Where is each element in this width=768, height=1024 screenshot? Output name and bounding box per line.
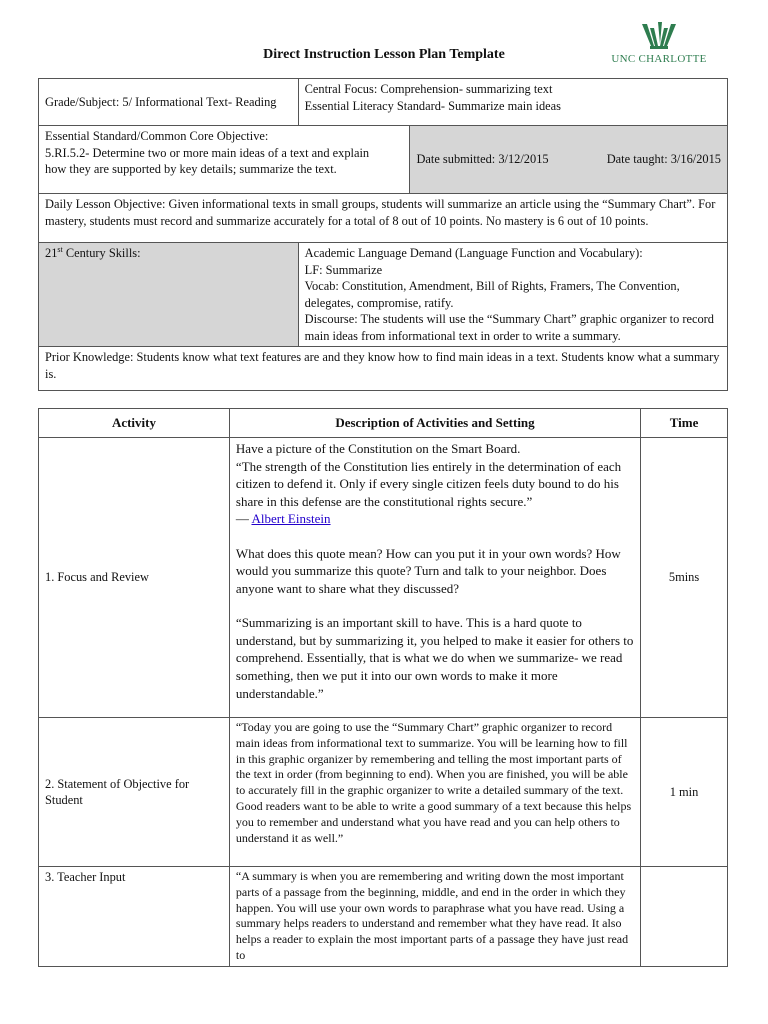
daily-objective-cell: Daily Lesson Objective: Given informational texts in small groups, students will summarize an article using the “Summary Chart”. For mastery, students must record and summarize accurately for a total of 8 out of 10 points. No mastery is 6 out of 10 points. xyxy=(39,194,728,243)
table-row xyxy=(39,867,728,967)
description-header: Description of Activities and Setting xyxy=(229,409,640,438)
description-paragraph: “Summarizing is an important skill to have. This is a hard quote to understand, but by summarizing it, you helped to make it easier for others to comprehend. Essentially, that is what we do when we summarize- we read something, then we put it into our own words to make it more understandable.” xyxy=(235,615,634,701)
date-submitted: Date submitted: 3/12/2015 xyxy=(416,152,549,167)
time-cell xyxy=(641,867,728,967)
literacy-standard: Essential Literacy Standard- Summarize main ideas xyxy=(304,98,561,113)
standard-text: 5.RI.5.2- Determine two or more main ideas of a text and explain how they are supported by key details; summarize the text. xyxy=(45,145,370,176)
activity-cell: 2. Statement of Objective for Student xyxy=(39,718,230,867)
century-skills-cell: 21st Century Skills: xyxy=(39,243,299,347)
unc-charlotte-logo xyxy=(606,22,712,74)
time-cell: 1 min xyxy=(641,718,728,867)
activity-cell: 1. Focus and Review xyxy=(39,438,230,718)
quote-paragraph: “The strength of the Constitution lies entirely in the determination of each citizen to defend it. Only if every single citizen feels duty bound to do his share in this defense are the constitutional rights secure.” xyxy=(235,458,622,509)
logo-text: UNC CHARLOTTE xyxy=(611,53,707,65)
language-function: LF: Summarize xyxy=(304,262,383,277)
activity-cell: 3. Teacher Input xyxy=(39,867,230,967)
quote-attribution: — Albert Einstein xyxy=(235,511,331,527)
date-taught: Date taught: 3/16/2015 xyxy=(606,152,721,167)
activities-table xyxy=(38,408,728,967)
dates-cell xyxy=(410,126,728,194)
language-demand-cell xyxy=(298,243,727,347)
description-cell: “Today you are going to use the “Summary Chart” graphic organizer to record main ideas from informational text to summarize. You will be learning how to fill in this graphic organizer by remembering and telling the most important parts of the text in order (from beginning to end). When you are finished, you will be able to accurately fill in the graphic organizer to write a detailed summary of the text. Good readers want to be able to write a good summary of a text because this helps you to remember and understand what you have read and you can help others to understand it as well.” xyxy=(229,718,640,867)
albert-einstein-link[interactable]: Albert Einstein xyxy=(251,511,331,527)
description-cell xyxy=(229,438,640,718)
table-row xyxy=(39,438,728,718)
central-focus-cell xyxy=(298,79,727,126)
discourse: Discourse: The students will use the “Summary Chart” graphic organizer to record main ideas from informational text in order to write a summary. xyxy=(304,312,715,343)
time-cell: 5mins xyxy=(641,438,728,718)
vocabulary: Vocab: Constitution, Amendment, Bill of Rights, Framers, The Convention, delegates, compromise, ratify. xyxy=(304,279,680,310)
activities-header-row xyxy=(39,409,728,438)
crown-leaf-icon xyxy=(636,22,682,52)
lesson-header-table xyxy=(38,78,728,391)
description-paragraph: What does this quote mean? How can you put it in your own words? How would you summarize this quote? Turn and talk to your neighbor. Does anyone want to share what they discussed? xyxy=(235,545,621,596)
prior-knowledge-cell: Prior Knowledge: Students know what text features are and they know how to find main ideas in a text. Students know what a summary is. xyxy=(39,347,728,391)
standard-cell xyxy=(39,126,410,194)
grade-subject-cell: Grade/Subject: 5/ Informational Text- Reading xyxy=(39,79,299,126)
description-paragraph: Have a picture of the Constitution on the Smart Board. xyxy=(235,441,521,456)
activity-header: Activity xyxy=(39,409,230,438)
table-row xyxy=(39,718,728,867)
standard-label: Essential Standard/Common Core Objective: xyxy=(45,129,269,143)
language-demand: Academic Language Demand (Language Function and Vocabulary): xyxy=(304,246,643,260)
time-header: Time xyxy=(641,409,728,438)
document-title: Direct Instruction Lesson Plan Template xyxy=(263,47,505,62)
description-cell: “A summary is when you are remembering and writing down the most important parts of a passage from the beginning, middle, and end in the order in which they happen. You will use your own words to paraphrase what you have read. Using a summary helps readers to understand and remember what they have read. It also helps a reader to explain the most important parts of a passage they have just read to xyxy=(229,867,640,967)
central-focus: Central Focus: Comprehension- summarizing text xyxy=(304,82,553,96)
